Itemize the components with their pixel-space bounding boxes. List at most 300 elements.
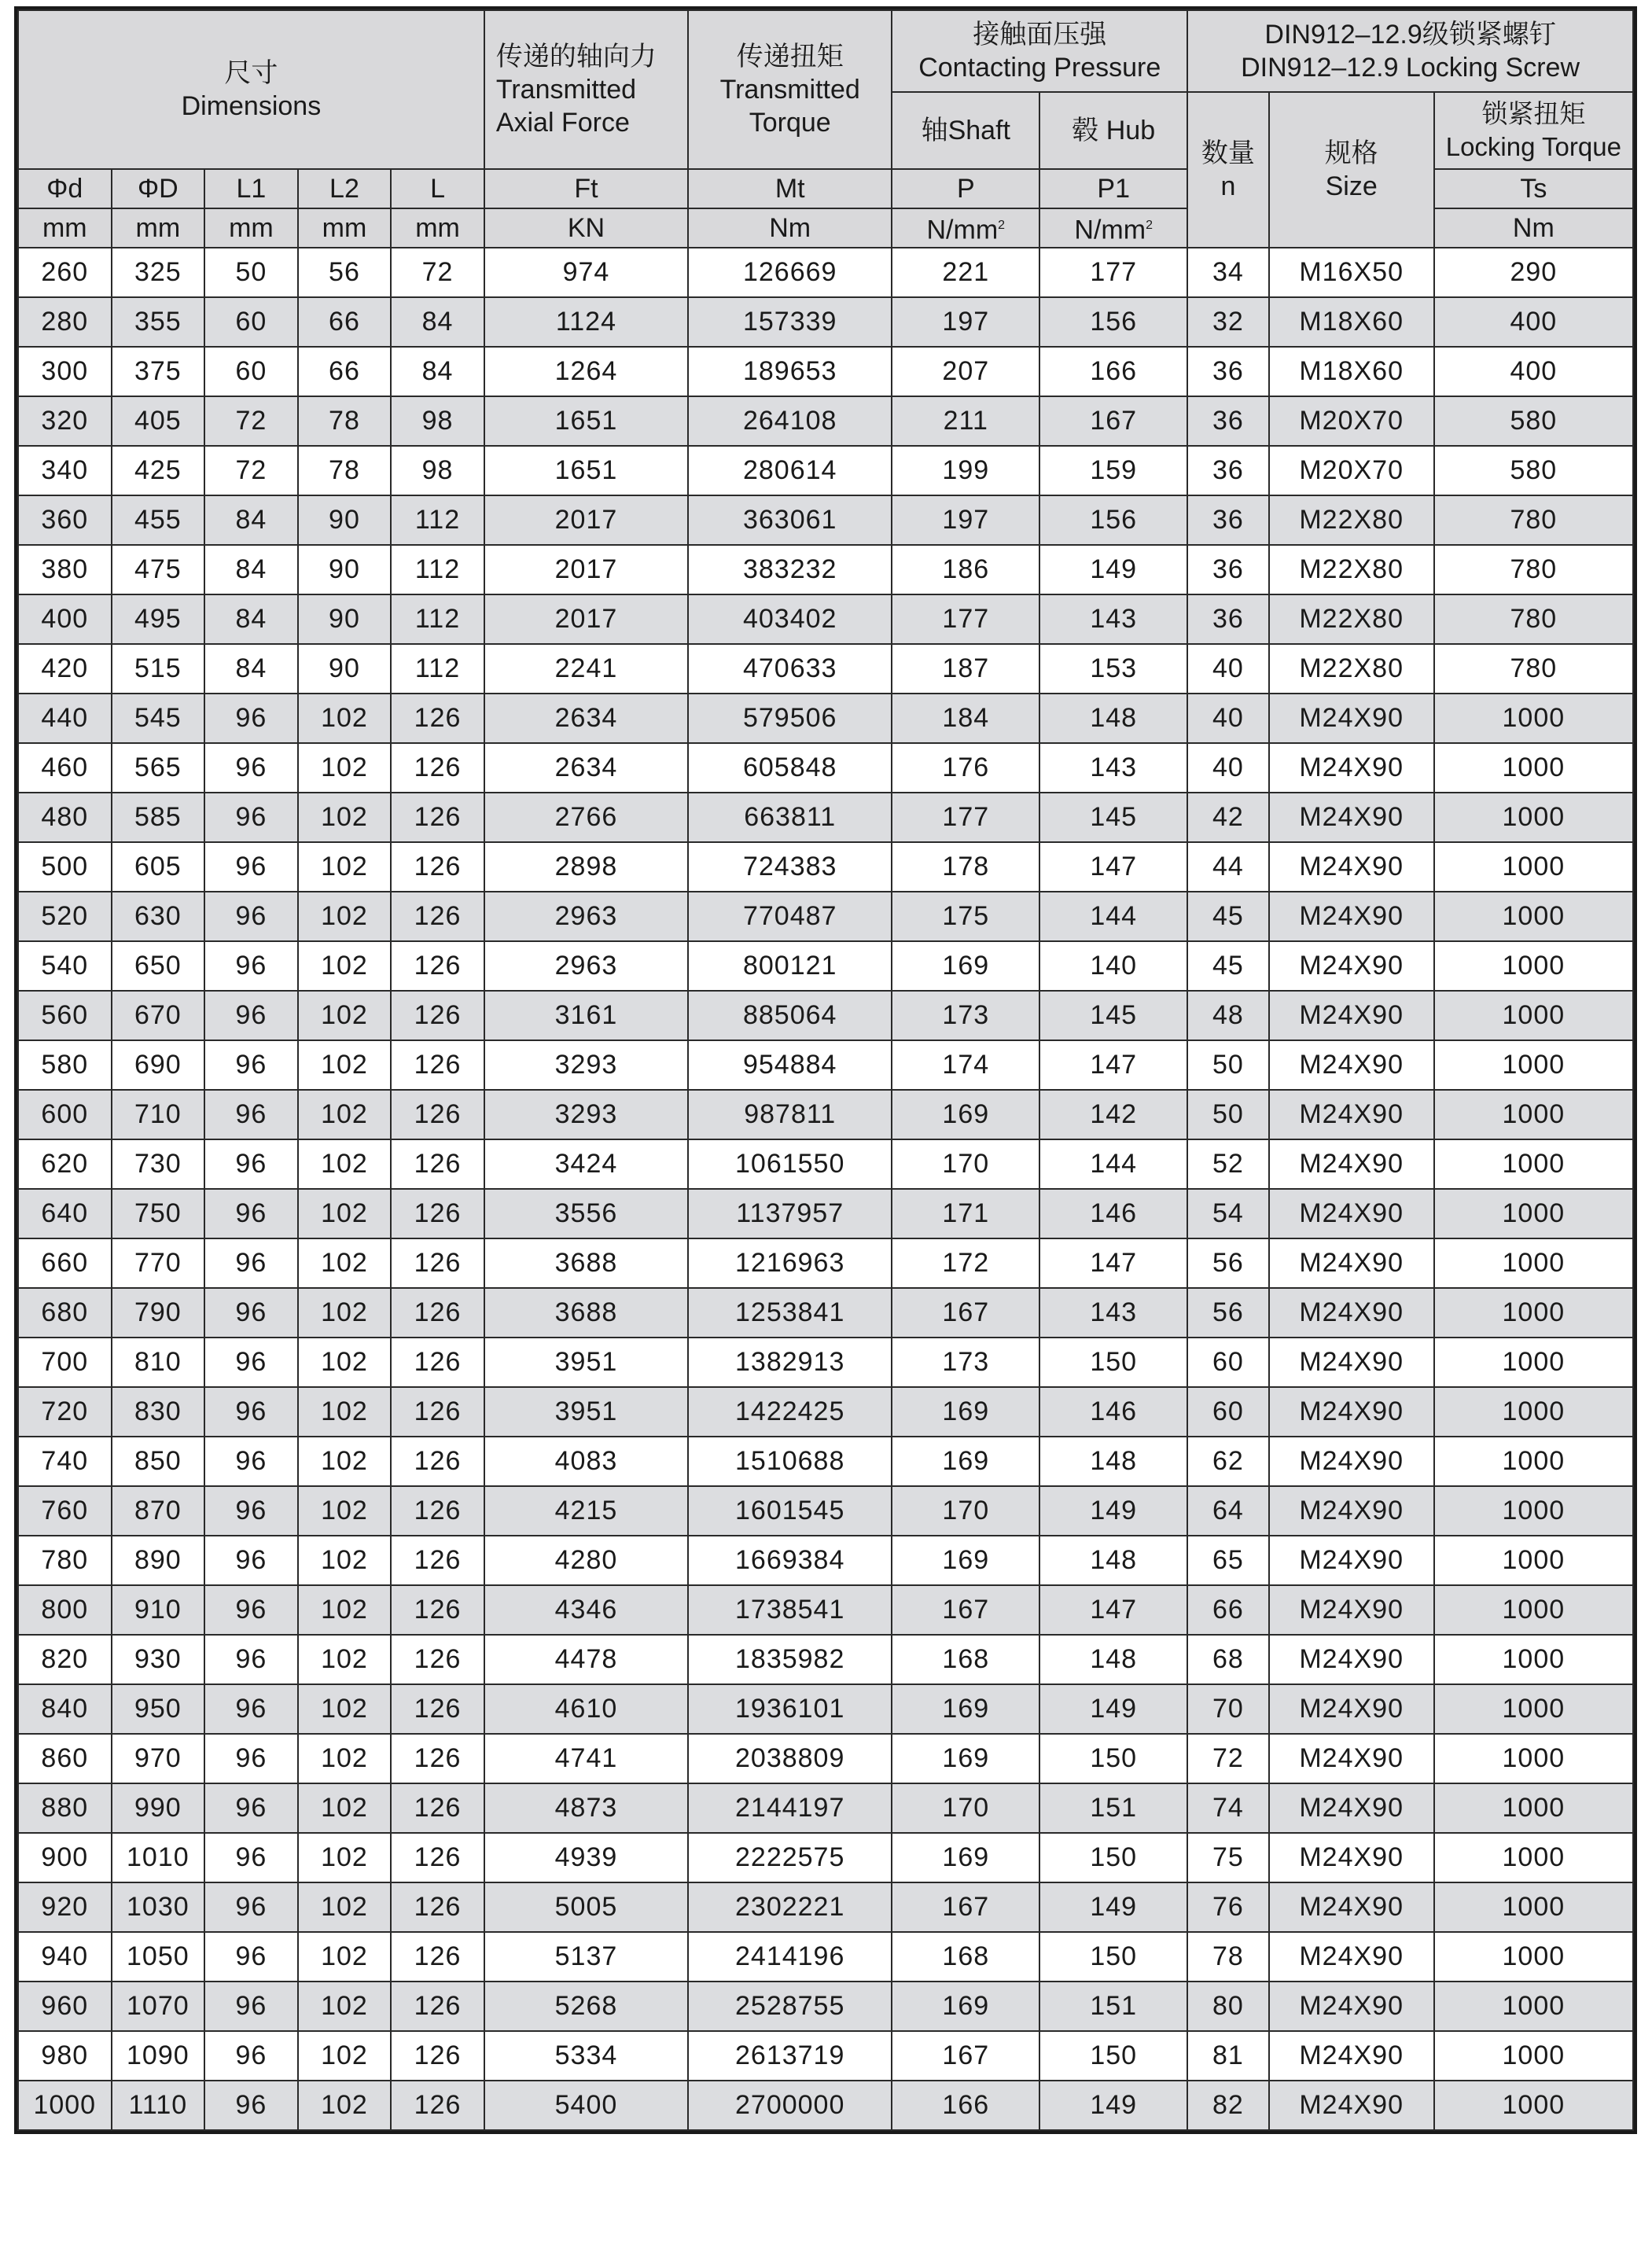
cell-L: 126 bbox=[391, 1982, 484, 2031]
cell-D: 930 bbox=[112, 1635, 205, 1684]
axial-force-header-en1: Transmitted bbox=[495, 75, 637, 105]
cell-P: 187 bbox=[892, 644, 1039, 694]
cell-L1: 96 bbox=[204, 1833, 298, 1882]
cell-n: 56 bbox=[1187, 1288, 1269, 1338]
axial-force-header-en2: Axial Force bbox=[495, 108, 630, 138]
cell-P1: 150 bbox=[1039, 1932, 1187, 1982]
cell-Mt: 470633 bbox=[688, 644, 892, 694]
cell-Mt: 2222575 bbox=[688, 1833, 892, 1882]
cell-Ft: 974 bbox=[484, 248, 688, 297]
cell-n: 36 bbox=[1187, 594, 1269, 644]
cell-Ft: 2017 bbox=[484, 594, 688, 644]
cell-size: M24X90 bbox=[1269, 1387, 1434, 1437]
cell-n: 81 bbox=[1187, 2031, 1269, 2081]
cell-n: 45 bbox=[1187, 941, 1269, 991]
dimensions-header-cn: 尺寸 bbox=[224, 58, 278, 88]
cell-P: 169 bbox=[892, 1684, 1039, 1734]
cell-L: 98 bbox=[391, 446, 484, 495]
cell-n: 66 bbox=[1187, 1585, 1269, 1635]
cell-n: 78 bbox=[1187, 1932, 1269, 1982]
cell-Mt: 383232 bbox=[688, 545, 892, 594]
cell-P1: 148 bbox=[1039, 694, 1187, 743]
cell-P1: 149 bbox=[1039, 2081, 1187, 2130]
cell-n: 74 bbox=[1187, 1783, 1269, 1833]
cell-d: 780 bbox=[18, 1536, 112, 1585]
cell-L: 126 bbox=[391, 1932, 484, 1982]
cell-L: 126 bbox=[391, 1783, 484, 1833]
cell-Ts: 1000 bbox=[1434, 1882, 1633, 1932]
cell-size: M24X90 bbox=[1269, 1833, 1434, 1882]
cell-Ts: 1000 bbox=[1434, 1635, 1633, 1684]
cell-D: 990 bbox=[112, 1783, 205, 1833]
cell-d: 420 bbox=[18, 644, 112, 694]
quantity-header-en: n bbox=[1220, 171, 1236, 201]
cell-n: 64 bbox=[1187, 1486, 1269, 1536]
cell-L1: 96 bbox=[204, 1189, 298, 1238]
cell-Ft: 2017 bbox=[484, 545, 688, 594]
table-row bbox=[18, 1040, 1633, 1090]
cell-P1: 150 bbox=[1039, 1338, 1187, 1387]
cell-L2: 90 bbox=[298, 594, 392, 644]
table-row bbox=[18, 1437, 1633, 1486]
cell-d: 480 bbox=[18, 793, 112, 842]
cell-L1: 84 bbox=[204, 495, 298, 545]
cell-Ft: 3293 bbox=[484, 1090, 688, 1139]
table-row bbox=[18, 1635, 1633, 1684]
cell-d: 340 bbox=[18, 446, 112, 495]
cell-size: M16X50 bbox=[1269, 248, 1434, 297]
cell-L: 126 bbox=[391, 1635, 484, 1684]
cell-Ft: 1651 bbox=[484, 446, 688, 495]
cell-L1: 96 bbox=[204, 1684, 298, 1734]
cell-size: M24X90 bbox=[1269, 743, 1434, 793]
cell-L1: 96 bbox=[204, 1238, 298, 1288]
cell-size: M24X90 bbox=[1269, 1783, 1434, 1833]
cell-Ts: 1000 bbox=[1434, 1982, 1633, 2031]
cell-L: 126 bbox=[391, 1040, 484, 1090]
cell-Ts: 780 bbox=[1434, 594, 1633, 644]
cell-L1: 60 bbox=[204, 347, 298, 396]
cell-L: 112 bbox=[391, 495, 484, 545]
cell-P1: 151 bbox=[1039, 1982, 1187, 2031]
cell-D: 710 bbox=[112, 1090, 205, 1139]
cell-L: 84 bbox=[391, 297, 484, 347]
cell-Mt: 1061550 bbox=[688, 1139, 892, 1189]
cell-L: 126 bbox=[391, 1734, 484, 1783]
cell-P: 169 bbox=[892, 1536, 1039, 1585]
cell-D: 730 bbox=[112, 1139, 205, 1189]
cell-Ts: 1000 bbox=[1434, 1288, 1633, 1338]
cell-L: 126 bbox=[391, 2031, 484, 2081]
cell-L2: 90 bbox=[298, 545, 392, 594]
table-row bbox=[18, 1090, 1633, 1139]
cell-P1: 145 bbox=[1039, 991, 1187, 1040]
cell-n: 50 bbox=[1187, 1090, 1269, 1139]
cell-Ts: 1000 bbox=[1434, 1338, 1633, 1387]
symbol-P1: P1 bbox=[1039, 169, 1187, 208]
table-row bbox=[18, 1882, 1633, 1932]
cell-Mt: 1382913 bbox=[688, 1338, 892, 1387]
cell-L2: 66 bbox=[298, 297, 392, 347]
cell-D: 890 bbox=[112, 1536, 205, 1585]
cell-d: 900 bbox=[18, 1833, 112, 1882]
cell-P: 173 bbox=[892, 1338, 1039, 1387]
table-row bbox=[18, 446, 1633, 495]
cell-L1: 96 bbox=[204, 991, 298, 1040]
dimensions-header-en: Dimensions bbox=[181, 91, 322, 121]
symbol-d: Φd bbox=[18, 169, 112, 208]
cell-P: 169 bbox=[892, 1982, 1039, 2031]
unit-L2: mm bbox=[298, 208, 392, 248]
cell-L2: 78 bbox=[298, 446, 392, 495]
table-row bbox=[18, 793, 1633, 842]
cell-P: 211 bbox=[892, 396, 1039, 446]
cell-Ft: 4280 bbox=[484, 1536, 688, 1585]
cell-n: 32 bbox=[1187, 297, 1269, 347]
torque-header-en2: Torque bbox=[749, 108, 831, 138]
cell-Ft: 3293 bbox=[484, 1040, 688, 1090]
cell-Ft: 5137 bbox=[484, 1932, 688, 1982]
cell-Mt: 2302221 bbox=[688, 1882, 892, 1932]
cell-D: 950 bbox=[112, 1684, 205, 1734]
cell-L1: 96 bbox=[204, 1486, 298, 1536]
cell-P: 170 bbox=[892, 1783, 1039, 1833]
cell-L: 84 bbox=[391, 347, 484, 396]
cell-n: 54 bbox=[1187, 1189, 1269, 1238]
quantity-header bbox=[1187, 92, 1269, 248]
table-row bbox=[18, 743, 1633, 793]
table-row bbox=[18, 991, 1633, 1040]
cell-L1: 84 bbox=[204, 594, 298, 644]
cell-d: 1000 bbox=[18, 2081, 112, 2130]
cell-P1: 148 bbox=[1039, 1437, 1187, 1486]
cell-Ts: 1000 bbox=[1434, 1189, 1633, 1238]
cell-D: 1030 bbox=[112, 1882, 205, 1932]
cell-d: 880 bbox=[18, 1783, 112, 1833]
cell-D: 1090 bbox=[112, 2031, 205, 2081]
cell-L1: 96 bbox=[204, 1783, 298, 1833]
cell-L1: 96 bbox=[204, 1437, 298, 1486]
cell-Mt: 1422425 bbox=[688, 1387, 892, 1437]
cell-L: 112 bbox=[391, 644, 484, 694]
symbol-L: L bbox=[391, 169, 484, 208]
cell-Ts: 1000 bbox=[1434, 941, 1633, 991]
cell-P: 171 bbox=[892, 1189, 1039, 1238]
cell-Ft: 5334 bbox=[484, 2031, 688, 2081]
cell-L1: 96 bbox=[204, 1090, 298, 1139]
cell-n: 75 bbox=[1187, 1833, 1269, 1882]
cell-n: 82 bbox=[1187, 2081, 1269, 2130]
cell-Ft: 2963 bbox=[484, 892, 688, 941]
cell-L1: 96 bbox=[204, 941, 298, 991]
pressure-header-en: Contacting Pressure bbox=[918, 53, 1161, 83]
cell-Ts: 1000 bbox=[1434, 743, 1633, 793]
cell-D: 910 bbox=[112, 1585, 205, 1635]
cell-L: 112 bbox=[391, 594, 484, 644]
cell-L2: 102 bbox=[298, 793, 392, 842]
axial-force-header-cn: 传递的轴向力 bbox=[495, 42, 657, 72]
cell-d: 540 bbox=[18, 941, 112, 991]
cell-D: 405 bbox=[112, 396, 205, 446]
table-row bbox=[18, 1387, 1633, 1437]
cell-size: M24X90 bbox=[1269, 892, 1434, 941]
cell-P1: 148 bbox=[1039, 1536, 1187, 1585]
cell-P: 176 bbox=[892, 743, 1039, 793]
cell-L1: 96 bbox=[204, 1536, 298, 1585]
cell-size: M22X80 bbox=[1269, 594, 1434, 644]
cell-Mt: 605848 bbox=[688, 743, 892, 793]
cell-size: M24X90 bbox=[1269, 842, 1434, 892]
cell-L1: 96 bbox=[204, 1288, 298, 1338]
cell-Mt: 1835982 bbox=[688, 1635, 892, 1684]
cell-L2: 102 bbox=[298, 1585, 392, 1635]
cell-d: 700 bbox=[18, 1338, 112, 1387]
cell-d: 640 bbox=[18, 1189, 112, 1238]
unit-Ft: KN bbox=[484, 208, 688, 248]
cell-size: M24X90 bbox=[1269, 694, 1434, 743]
cell-Ts: 1000 bbox=[1434, 1139, 1633, 1189]
cell-L: 126 bbox=[391, 941, 484, 991]
cell-D: 750 bbox=[112, 1189, 205, 1238]
cell-D: 545 bbox=[112, 694, 205, 743]
cell-d: 560 bbox=[18, 991, 112, 1040]
symbol-Ts: Ts bbox=[1434, 169, 1633, 208]
table-body bbox=[18, 248, 1633, 2130]
cell-Ft: 2963 bbox=[484, 941, 688, 991]
table-row bbox=[18, 248, 1633, 297]
cell-d: 520 bbox=[18, 892, 112, 941]
cell-L2: 102 bbox=[298, 1833, 392, 1882]
cell-P1: 147 bbox=[1039, 1040, 1187, 1090]
locking-assembly-spec-table bbox=[17, 9, 1634, 2131]
cell-L: 126 bbox=[391, 1486, 484, 1536]
unit-P-sup: 2 bbox=[998, 219, 1006, 233]
table-row bbox=[18, 594, 1633, 644]
cell-Mt: 2700000 bbox=[688, 2081, 892, 2130]
cell-L2: 102 bbox=[298, 1090, 392, 1139]
cell-Mt: 987811 bbox=[688, 1090, 892, 1139]
locking-screw-header-en: DIN912–12.9 Locking Screw bbox=[1241, 53, 1580, 83]
cell-Ts: 1000 bbox=[1434, 1238, 1633, 1288]
cell-Mt: 2414196 bbox=[688, 1932, 892, 1982]
pressure-header bbox=[892, 10, 1187, 92]
cell-Mt: 1601545 bbox=[688, 1486, 892, 1536]
cell-size: M20X70 bbox=[1269, 396, 1434, 446]
cell-D: 515 bbox=[112, 644, 205, 694]
locking-screw-header bbox=[1187, 10, 1633, 92]
cell-d: 500 bbox=[18, 842, 112, 892]
cell-D: 1010 bbox=[112, 1833, 205, 1882]
cell-L1: 72 bbox=[204, 396, 298, 446]
cell-L2: 102 bbox=[298, 991, 392, 1040]
cell-L2: 102 bbox=[298, 1684, 392, 1734]
table-row bbox=[18, 1238, 1633, 1288]
cell-P: 221 bbox=[892, 248, 1039, 297]
cell-D: 585 bbox=[112, 793, 205, 842]
table-row bbox=[18, 1684, 1633, 1734]
cell-d: 360 bbox=[18, 495, 112, 545]
cell-P: 167 bbox=[892, 1585, 1039, 1635]
cell-L2: 102 bbox=[298, 1189, 392, 1238]
cell-d: 280 bbox=[18, 297, 112, 347]
cell-Ts: 1000 bbox=[1434, 991, 1633, 1040]
cell-D: 1070 bbox=[112, 1982, 205, 2031]
cell-n: 62 bbox=[1187, 1437, 1269, 1486]
cell-size: M24X90 bbox=[1269, 1734, 1434, 1783]
table-row bbox=[18, 2081, 1633, 2130]
cell-Ft: 1651 bbox=[484, 396, 688, 446]
cell-P1: 146 bbox=[1039, 1387, 1187, 1437]
cell-L2: 102 bbox=[298, 2081, 392, 2130]
cell-Mt: 885064 bbox=[688, 991, 892, 1040]
cell-L2: 102 bbox=[298, 1338, 392, 1387]
cell-L2: 102 bbox=[298, 1288, 392, 1338]
cell-P1: 150 bbox=[1039, 1734, 1187, 1783]
cell-Mt: 579506 bbox=[688, 694, 892, 743]
cell-L1: 72 bbox=[204, 446, 298, 495]
cell-P1: 146 bbox=[1039, 1189, 1187, 1238]
cell-P: 170 bbox=[892, 1486, 1039, 1536]
cell-L: 126 bbox=[391, 743, 484, 793]
cell-P: 169 bbox=[892, 1734, 1039, 1783]
cell-P1: 156 bbox=[1039, 495, 1187, 545]
cell-Ts: 1000 bbox=[1434, 1486, 1633, 1536]
cell-Mt: 189653 bbox=[688, 347, 892, 396]
cell-size: M24X90 bbox=[1269, 1982, 1434, 2031]
cell-d: 860 bbox=[18, 1734, 112, 1783]
cell-D: 670 bbox=[112, 991, 205, 1040]
cell-Mt: 663811 bbox=[688, 793, 892, 842]
cell-L2: 66 bbox=[298, 347, 392, 396]
cell-P1: 144 bbox=[1039, 892, 1187, 941]
cell-size: M18X60 bbox=[1269, 347, 1434, 396]
cell-Ft: 3951 bbox=[484, 1387, 688, 1437]
cell-size: M24X90 bbox=[1269, 1139, 1434, 1189]
cell-P: 199 bbox=[892, 446, 1039, 495]
cell-size: M24X90 bbox=[1269, 793, 1434, 842]
cell-P: 169 bbox=[892, 941, 1039, 991]
cell-Mt: 280614 bbox=[688, 446, 892, 495]
cell-P1: 149 bbox=[1039, 545, 1187, 594]
cell-size: M24X90 bbox=[1269, 1486, 1434, 1536]
cell-L2: 102 bbox=[298, 1437, 392, 1486]
table-row bbox=[18, 1189, 1633, 1238]
cell-n: 60 bbox=[1187, 1338, 1269, 1387]
table-row bbox=[18, 694, 1633, 743]
cell-Mt: 126669 bbox=[688, 248, 892, 297]
cell-Ft: 1264 bbox=[484, 347, 688, 396]
table-header bbox=[18, 10, 1633, 248]
cell-size: M18X60 bbox=[1269, 297, 1434, 347]
symbol-P: P bbox=[892, 169, 1039, 208]
cell-P: 186 bbox=[892, 545, 1039, 594]
cell-n: 36 bbox=[1187, 545, 1269, 594]
cell-L2: 102 bbox=[298, 2031, 392, 2081]
unit-L1: mm bbox=[204, 208, 298, 248]
cell-L2: 102 bbox=[298, 1238, 392, 1288]
cell-Ft: 4873 bbox=[484, 1783, 688, 1833]
cell-Ts: 1000 bbox=[1434, 1833, 1633, 1882]
cell-n: 56 bbox=[1187, 1238, 1269, 1288]
cell-L: 98 bbox=[391, 396, 484, 446]
axial-force-header bbox=[484, 10, 688, 169]
symbol-L2: L2 bbox=[298, 169, 392, 208]
cell-P1: 143 bbox=[1039, 743, 1187, 793]
cell-size: M24X90 bbox=[1269, 1288, 1434, 1338]
cell-L: 126 bbox=[391, 892, 484, 941]
cell-L2: 102 bbox=[298, 1139, 392, 1189]
cell-Ts: 1000 bbox=[1434, 1585, 1633, 1635]
cell-P1: 145 bbox=[1039, 793, 1187, 842]
cell-P: 177 bbox=[892, 594, 1039, 644]
size-header bbox=[1269, 92, 1434, 248]
cell-P1: 147 bbox=[1039, 1238, 1187, 1288]
cell-D: 770 bbox=[112, 1238, 205, 1288]
table-row bbox=[18, 2031, 1633, 2081]
cell-L2: 102 bbox=[298, 1635, 392, 1684]
cell-L1: 50 bbox=[204, 248, 298, 297]
cell-size: M24X90 bbox=[1269, 1585, 1434, 1635]
cell-P: 166 bbox=[892, 2081, 1039, 2130]
cell-n: 44 bbox=[1187, 842, 1269, 892]
table-row bbox=[18, 842, 1633, 892]
cell-Ts: 1000 bbox=[1434, 1684, 1633, 1734]
cell-n: 50 bbox=[1187, 1040, 1269, 1090]
cell-P: 169 bbox=[892, 1833, 1039, 1882]
table-row bbox=[18, 1783, 1633, 1833]
cell-Ft: 1124 bbox=[484, 297, 688, 347]
unit-Ts: Nm bbox=[1434, 208, 1633, 248]
cell-Mt: 363061 bbox=[688, 495, 892, 545]
cell-L2: 102 bbox=[298, 941, 392, 991]
cell-L1: 96 bbox=[204, 743, 298, 793]
cell-n: 36 bbox=[1187, 347, 1269, 396]
cell-L2: 102 bbox=[298, 1882, 392, 1932]
torque-header-en1: Transmitted bbox=[719, 75, 860, 105]
cell-Ts: 400 bbox=[1434, 347, 1633, 396]
cell-D: 970 bbox=[112, 1734, 205, 1783]
cell-L1: 96 bbox=[204, 1982, 298, 2031]
cell-P1: 140 bbox=[1039, 941, 1187, 991]
cell-P: 175 bbox=[892, 892, 1039, 941]
cell-size: M24X90 bbox=[1269, 1536, 1434, 1585]
cell-D: 1110 bbox=[112, 2081, 205, 2130]
cell-n: 48 bbox=[1187, 991, 1269, 1040]
cell-Ft: 4741 bbox=[484, 1734, 688, 1783]
cell-d: 380 bbox=[18, 545, 112, 594]
cell-n: 40 bbox=[1187, 644, 1269, 694]
cell-size: M24X90 bbox=[1269, 1684, 1434, 1734]
cell-n: 40 bbox=[1187, 743, 1269, 793]
cell-Ts: 1000 bbox=[1434, 842, 1633, 892]
cell-L1: 96 bbox=[204, 1139, 298, 1189]
cell-d: 980 bbox=[18, 2031, 112, 2081]
cell-Ts: 1000 bbox=[1434, 2081, 1633, 2130]
cell-Ft: 3688 bbox=[484, 1238, 688, 1288]
table-row bbox=[18, 892, 1633, 941]
cell-n: 45 bbox=[1187, 892, 1269, 941]
cell-L2: 102 bbox=[298, 1982, 392, 2031]
cell-L1: 84 bbox=[204, 545, 298, 594]
cell-L2: 90 bbox=[298, 495, 392, 545]
cell-Ts: 1000 bbox=[1434, 1536, 1633, 1585]
cell-Ts: 780 bbox=[1434, 545, 1633, 594]
cell-size: M24X90 bbox=[1269, 1437, 1434, 1486]
cell-Mt: 403402 bbox=[688, 594, 892, 644]
cell-L: 126 bbox=[391, 1090, 484, 1139]
cell-L2: 102 bbox=[298, 842, 392, 892]
cell-L1: 96 bbox=[204, 1387, 298, 1437]
